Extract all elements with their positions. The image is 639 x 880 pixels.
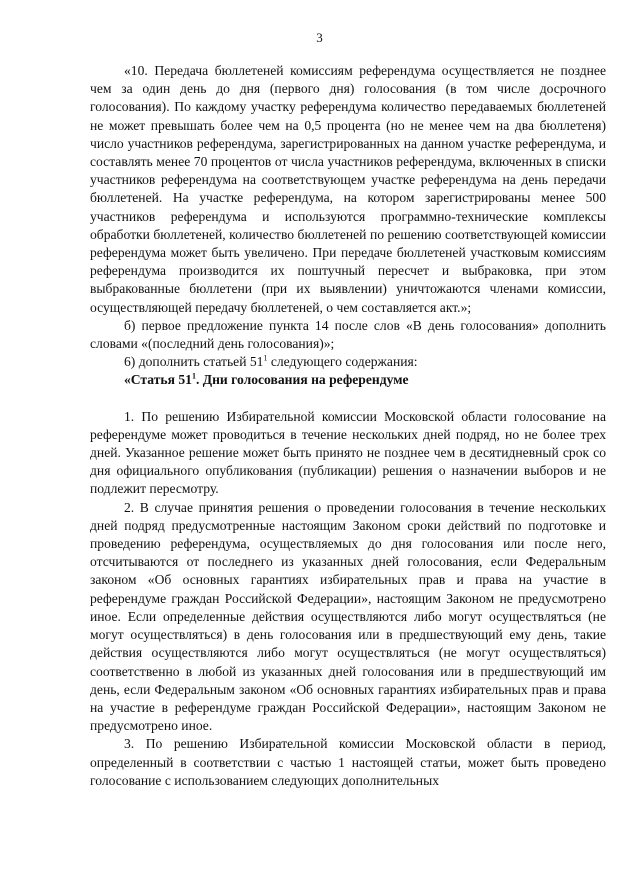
article-heading-suffix: . Дни голосования на референдуме <box>195 372 409 388</box>
article-heading-sup: 1 <box>191 371 196 381</box>
amendment-line <box>90 353 606 371</box>
amendment-prefix: 6) дополнить статьей 51 <box>124 354 264 370</box>
document-body <box>90 62 606 790</box>
amendment-suffix: следующего содержания: <box>267 354 418 370</box>
paragraph-item-10: «10. Передача бюллетеней комиссиям референдума осуществляется не позднее чем за один день до дня (первого дня) голосования (в том числе досрочного голосования). По каждому участку референдума количество передаваемых бюллетеней не может превышать более чем на 0,5 процента (но не менее чем на два бюллетеня) число участников референдума, зарегистрированных на данном участке референдума, и составлять менее 70 процентов от числа участников референдума, включенных в списки участников референдума на соответствующем участке референдума на день передачи бюллетеней. На участке референдума, на котором зарегистрированы менее 500 участников референдума и используются программно-технические комплексы обработки бюллетеней, количество бюллетеней по решению соответствующей комиссии референдума может быть увеличено. При передаче бюллетеней участковым комиссиям референдума производится их поштучный пересчет и выбраковка, при этом выбракованные бюллетени (при их выявлении) уничтожаются членами комиссии, осуществляющей передачу бюллетеней, о чем составляется акт.»; <box>90 63 606 315</box>
article-heading <box>90 371 606 389</box>
article-heading-prefix: «Статья 51 <box>124 372 192 388</box>
paragraph-sub-b: б) первое предложение пункта 14 после слов «В день голосования» дополнить словами «(последний день голосования)»; <box>90 317 606 352</box>
amendment-sup: 1 <box>263 353 268 363</box>
article-part-2: 2. В случае принятия решения о проведении голосования в течение нескольких дней подряд предусмотренные настоящим Законом сроки действий по подготовке и проведению референдума, осуществляемых до дня голосования или после него, отсчитываются от последнего из указанных дней голосования, если Федеральным законом «Об основных гарантиях избирательных прав и права на участие в референдуме граждан Российской Федерации», настоящим Законом не предусмотрено иное. Если определенные действия осуществляются либо могут осуществляться (не могут осуществляться) в день голосования или в предшествующий ему день, такие действия осуществляются либо могут осуществляться (не могут осуществляться) соответственно в любой из указанных дней голосования или в предшествующий им день, если Федеральным законом «Об основных гарантиях избирательных прав и права на участие в референдуме граждан Российской Федерации», настоящим Законом не предусмотрено иное. <box>90 499 606 734</box>
section-spacer <box>90 390 606 408</box>
article-part-3: 3. По решению Избирательной комиссии Московской области в период, определенный в соответствии с частью 1 настоящей статьи, может быть проведено голосование с использованием следующих дополнительных <box>90 736 606 788</box>
page-number: 3 <box>316 30 323 45</box>
article-part-1: 1. По решению Избирательной комиссии Московской области голосование на референдуме может проводиться в течение нескольких дней подряд, но не более трех дней. Указанное решение может быть принято не позднее чем в десятидневный срок со дня официального опубликования (публикации) решения о назначении выборов и не подлежит пересмотру. <box>90 408 606 497</box>
